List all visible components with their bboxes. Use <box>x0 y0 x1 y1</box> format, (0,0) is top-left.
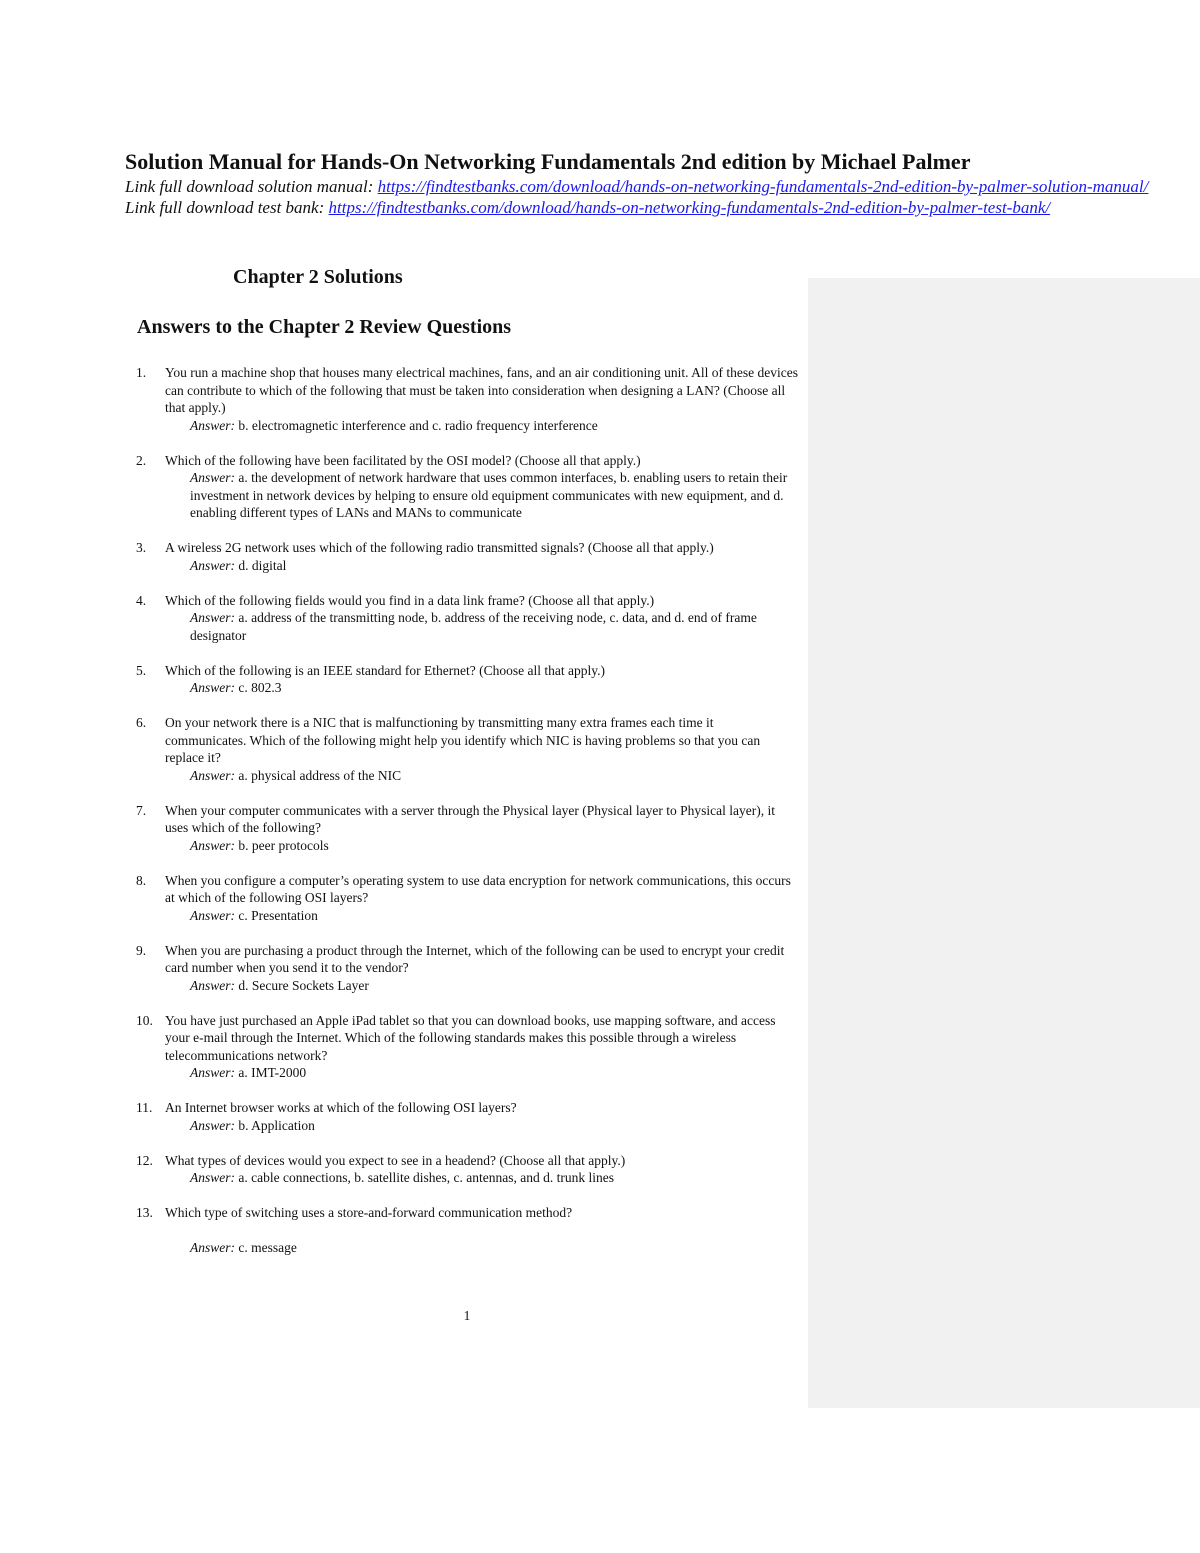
question-text: When you are purchasing a product through the Internet, which of the following can be used to encrypt your credit card number when you send it to the vendor? <box>165 942 785 975</box>
answer-text: d. digital <box>238 557 287 573</box>
question-item <box>136 942 798 995</box>
question-item <box>136 872 798 925</box>
section-title: Answers to the Chapter 2 Review Questions <box>137 316 512 338</box>
page-number: 1 <box>463 1308 471 1323</box>
solution-manual-link[interactable]: https://findtestbanks.com/download/hands-on-networking-fundamentals-2nd-edition-by-palmer-solution-manual/ <box>377 177 1149 196</box>
question-text: Which of the following fields would you find in a data link frame? (Choose all that apply.) <box>165 592 655 608</box>
question-text: When your computer communicates with a server through the Physical layer (Physical layer to Physical layer), it uses which of the following? <box>165 802 775 835</box>
document-header <box>125 148 1200 218</box>
question-text: Which of the following is an IEEE standard for Ethernet? (Choose all that apply.) <box>165 662 605 678</box>
comment-margin-pane <box>808 278 1200 1408</box>
question-number: 12. <box>136 1152 153 1168</box>
answer-label: Answer: <box>190 417 235 433</box>
question-number: 6. <box>136 715 147 730</box>
answer-label: Answer: <box>190 1240 235 1255</box>
question-number: 7. <box>136 802 147 818</box>
document-title: Solution Manual for Hands-On Networking Fundamentals 2nd edition by Michael Palmer <box>125 149 971 174</box>
answer-label: Answer: <box>190 610 235 625</box>
question-item <box>136 662 798 697</box>
question-number: 2. <box>136 452 147 468</box>
question-item <box>136 592 798 645</box>
answer-line <box>165 907 798 925</box>
test-bank-link-label: Link full download test bank: <box>125 198 329 217</box>
answer-text: b. Application <box>238 1117 315 1133</box>
question-text: What types of devices would you expect to see in a headend? (Choose all that apply.) <box>165 1152 626 1168</box>
question-number: 4. <box>136 592 147 608</box>
answer-line <box>165 837 798 855</box>
answer-text: d. Secure Sockets Layer <box>238 977 369 993</box>
answer-label: Answer: <box>190 907 235 923</box>
solution-manual-link-line <box>125 176 1200 197</box>
question-text: Which of the following have been facilitated by the OSI model? (Choose all that apply.) <box>165 452 641 468</box>
answer-line <box>165 1169 798 1187</box>
question-item <box>136 364 798 434</box>
answer-label: Answer: <box>190 470 235 485</box>
answer-label: Answer: <box>190 1065 235 1080</box>
question-item <box>136 802 798 855</box>
answer-label: Answer: <box>190 837 235 853</box>
answer-line <box>165 767 798 785</box>
question-number: 5. <box>136 662 147 678</box>
question-item <box>136 539 798 574</box>
answer-line <box>165 1239 798 1257</box>
test-bank-link[interactable]: https://findtestbanks.com/download/hands-on-networking-fundamentals-2nd-edition-by-palmer-test-bank/ <box>328 198 1051 217</box>
answer-text: a. cable connections, b. satellite dishes, c. antennas, and d. trunk lines <box>238 1170 615 1185</box>
question-number: 13. <box>136 1205 153 1220</box>
answer-line <box>165 1064 798 1082</box>
answer-text: a. address of the transmitting node, b. address of the receiving node, c. data, and d. end of frame designator <box>190 610 757 643</box>
question-item <box>136 714 798 784</box>
answer-text: b. peer protocols <box>238 837 329 853</box>
solution-link-label: Link full download solution manual: <box>125 177 378 196</box>
answer-text: a. physical address of the NIC <box>238 767 402 783</box>
question-number: 1. <box>136 365 147 380</box>
answer-label: Answer: <box>190 1117 235 1133</box>
answer-text: a. the development of network hardware that uses common interfaces, b. enabling users to retain their investment in network devices by helping to ensure old equipment communicates with new equipment, and d. enabling different types of LANs and MANs to communicate <box>190 470 788 520</box>
answer-line <box>165 557 798 575</box>
answer-label: Answer: <box>190 1170 235 1185</box>
answer-line <box>165 679 798 697</box>
question-number: 11. <box>136 1100 153 1115</box>
question-text: You run a machine shop that houses many electrical machines, fans, and an air conditioning unit. All of these devices can contribute to which of the following that must be taken into consideration when designing a LAN? (Choose all that apply.) <box>165 365 798 415</box>
answer-line <box>165 417 798 435</box>
question-item <box>136 1099 798 1134</box>
answer-label: Answer: <box>190 557 235 573</box>
answer-text: c. 802.3 <box>238 680 282 695</box>
answer-line <box>165 1117 798 1135</box>
answer-label: Answer: <box>190 767 235 783</box>
chapter-title: Chapter 2 Solutions <box>233 266 403 288</box>
question-text: On your network there is a NIC that is malfunctioning by transmitting many extra frames each time it communicates. Which of the following might help you identify which NIC is having problems so that you can replace it? <box>165 715 761 765</box>
question-number: 9. <box>136 942 147 958</box>
question-text: You have just purchased an Apple iPad tablet so that you can download books, use mapping software, and access your e-mail through the Internet. Which of the following standards makes this possible through a wireless telecommunications network? <box>165 1012 776 1063</box>
review-question-list <box>136 364 798 1274</box>
question-item <box>136 1012 798 1082</box>
answer-line <box>165 609 798 644</box>
answer-label: Answer: <box>190 680 235 695</box>
answer-line <box>165 469 798 522</box>
question-item <box>136 452 798 522</box>
question-number: 10. <box>136 1012 153 1028</box>
answer-line <box>165 977 798 995</box>
answer-label: Answer: <box>190 977 235 993</box>
answer-text: c. message <box>238 1240 297 1255</box>
question-text: A wireless 2G network uses which of the following radio transmitted signals? (Choose all that apply.) <box>165 540 714 555</box>
question-item <box>136 1152 798 1187</box>
question-item <box>136 1204 798 1257</box>
question-number: 8. <box>136 872 147 888</box>
question-text: An Internet browser works at which of the following OSI layers? <box>165 1100 517 1115</box>
question-text: When you configure a computer’s operating system to use data encryption for network communications, this occurs at which of the following OSI layers? <box>165 872 791 905</box>
question-number: 3. <box>136 540 147 555</box>
answer-text: c. Presentation <box>238 907 318 923</box>
answer-text: a. IMT-2000 <box>238 1065 307 1080</box>
answer-text: b. electromagnetic interference and c. radio frequency interference <box>238 417 598 433</box>
test-bank-link-line <box>125 197 1200 218</box>
question-text: Which type of switching uses a store-and-forward communication method? <box>165 1205 573 1220</box>
